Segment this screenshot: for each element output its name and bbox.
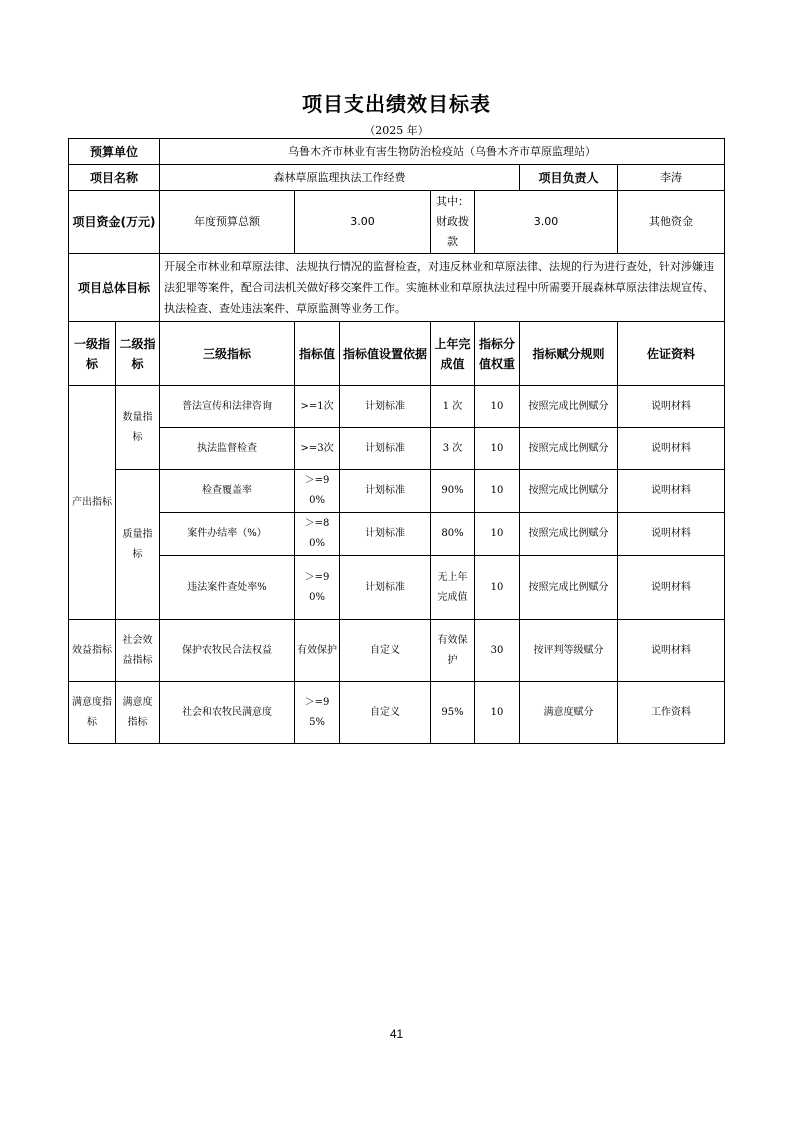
overall-goal-row (69, 254, 725, 322)
group-quality: 质量指标 (116, 470, 160, 620)
group-benefit: 效益指标 (69, 620, 116, 682)
overall-goal-label: 项目总体目标 (69, 254, 160, 322)
row-value: ＞=90% (295, 556, 340, 620)
row-name: 案件办结率（%） (160, 513, 295, 556)
header-last-year: 上年完成值 (431, 322, 475, 386)
row-evidence: 说明材料 (618, 513, 725, 556)
row-last: 无上年完成值 (431, 556, 475, 620)
row-weight: 10 (475, 428, 520, 470)
header-level3: 三级指标 (160, 322, 295, 386)
header-basis: 指标值设置依据 (340, 322, 431, 386)
project-leader-label: 项目负责人 (520, 165, 618, 191)
table-row (69, 513, 725, 556)
row-name: 执法监督检查 (160, 428, 295, 470)
row-value: >=3次 (295, 428, 340, 470)
row-rule: 按照完成比例赋分 (520, 428, 618, 470)
row-evidence: 说明材料 (618, 428, 725, 470)
budget-unit-row (69, 139, 725, 165)
group-social-benefit: 社会效益指标 (116, 620, 160, 682)
table-row (69, 428, 725, 470)
project-leader-value: 李涛 (618, 165, 725, 191)
row-weight: 30 (475, 620, 520, 682)
row-name: 保护农牧民合法权益 (160, 620, 295, 682)
row-last: 有效保护 (431, 620, 475, 682)
row-name: 违法案件查处率% (160, 556, 295, 620)
row-evidence: 说明材料 (618, 620, 725, 682)
row-last: 90% (431, 470, 475, 513)
budget-unit-label: 预算单位 (69, 139, 160, 165)
row-evidence: 说明材料 (618, 556, 725, 620)
project-name-label: 项目名称 (69, 165, 160, 191)
indicator-header-row (69, 322, 725, 386)
overall-goal-text: 开展全市林业和草原法律、法规执行情况的监督检查，对违反林业和草原法律、法规的行为进行查处，针对涉嫌违法犯罪等案件，配合司法机关做好移交案件工作。实施林业和草原执法过程中所需要开展森林草原法律法规宣传、执法检查、查处违法案件、草原监测等业务工作。 (160, 254, 725, 322)
row-last: 1 次 (431, 386, 475, 428)
document-year: （2025 年） (364, 124, 429, 137)
row-value: 有效保护 (295, 620, 340, 682)
row-name: 社会和农牧民满意度 (160, 682, 295, 744)
header-indicator-value: 指标值 (295, 322, 340, 386)
row-basis: 计划标准 (340, 428, 431, 470)
row-basis: 计划标准 (340, 513, 431, 556)
row-last: 80% (431, 513, 475, 556)
group-quantity: 数量指标 (116, 386, 160, 470)
row-basis: 计划标准 (340, 470, 431, 513)
header-level1: 一级指标 (69, 322, 116, 386)
row-basis: 计划标准 (340, 386, 431, 428)
row-evidence: 工作资料 (618, 682, 725, 744)
row-rule: 按照完成比例赋分 (520, 556, 618, 620)
row-rule: 按照完成比例赋分 (520, 513, 618, 556)
row-value: ＞=90% (295, 470, 340, 513)
row-last: 3 次 (431, 428, 475, 470)
row-rule: 满意度赋分 (520, 682, 618, 744)
annual-budget-value: 3.00 (295, 191, 431, 254)
row-value: >=1次 (295, 386, 340, 428)
row-weight: 10 (475, 386, 520, 428)
header-level2: 二级指标 (116, 322, 160, 386)
row-rule: 按照完成比例赋分 (520, 386, 618, 428)
row-weight: 10 (475, 470, 520, 513)
row-weight: 10 (475, 513, 520, 556)
row-name: 普法宣传和法律咨询 (160, 386, 295, 428)
other-funds-label-cell (618, 191, 725, 254)
table-row (69, 386, 725, 428)
table-row (69, 682, 725, 744)
row-rule: 按照完成比例赋分 (520, 470, 618, 513)
funds-row (69, 191, 725, 254)
row-evidence: 说明材料 (618, 470, 725, 513)
annual-budget-label: 年度预算总额 (160, 191, 295, 254)
header-rule: 指标赋分规则 (520, 322, 618, 386)
row-evidence: 说明材料 (618, 386, 725, 428)
row-basis: 自定义 (340, 682, 431, 744)
row-weight: 10 (475, 682, 520, 744)
group-output: 产出指标 (69, 386, 116, 620)
row-rule: 按评判等级赋分 (520, 620, 618, 682)
row-value: ＞=95% (295, 682, 340, 744)
table-row (69, 556, 725, 620)
project-name-value: 森林草原监理执法工作经费 (160, 165, 520, 191)
fiscal-value: 3.00 (475, 191, 618, 254)
row-basis: 计划标准 (340, 556, 431, 620)
row-value: ＞=80% (295, 513, 340, 556)
other-funds-label: 其他资金 (649, 215, 694, 228)
document-title: 项目支出绩效目标表 (302, 92, 491, 116)
row-last: 95% (431, 682, 475, 744)
performance-target-table (68, 138, 725, 744)
header-evidence: 佐证资料 (618, 322, 725, 386)
row-basis: 自定义 (340, 620, 431, 682)
row-weight: 10 (475, 556, 520, 620)
header-weight: 指标分值权重 (475, 322, 520, 386)
table-row (69, 470, 725, 513)
fiscal-label: 其中：财政拨款 (431, 191, 475, 254)
table-row (69, 620, 725, 682)
group-satisfaction: 满意度指标 (69, 682, 116, 744)
project-name-row (69, 165, 725, 191)
page-number: 41 (389, 1027, 404, 1041)
row-name: 检查覆盖率 (160, 470, 295, 513)
group-satisfaction-sub: 满意度指标 (116, 682, 160, 744)
budget-unit-value: 乌鲁木齐市林业有害生物防治检疫站（乌鲁木齐市草原监理站） (160, 139, 725, 165)
funds-label: 项目资金(万元) (69, 191, 160, 254)
